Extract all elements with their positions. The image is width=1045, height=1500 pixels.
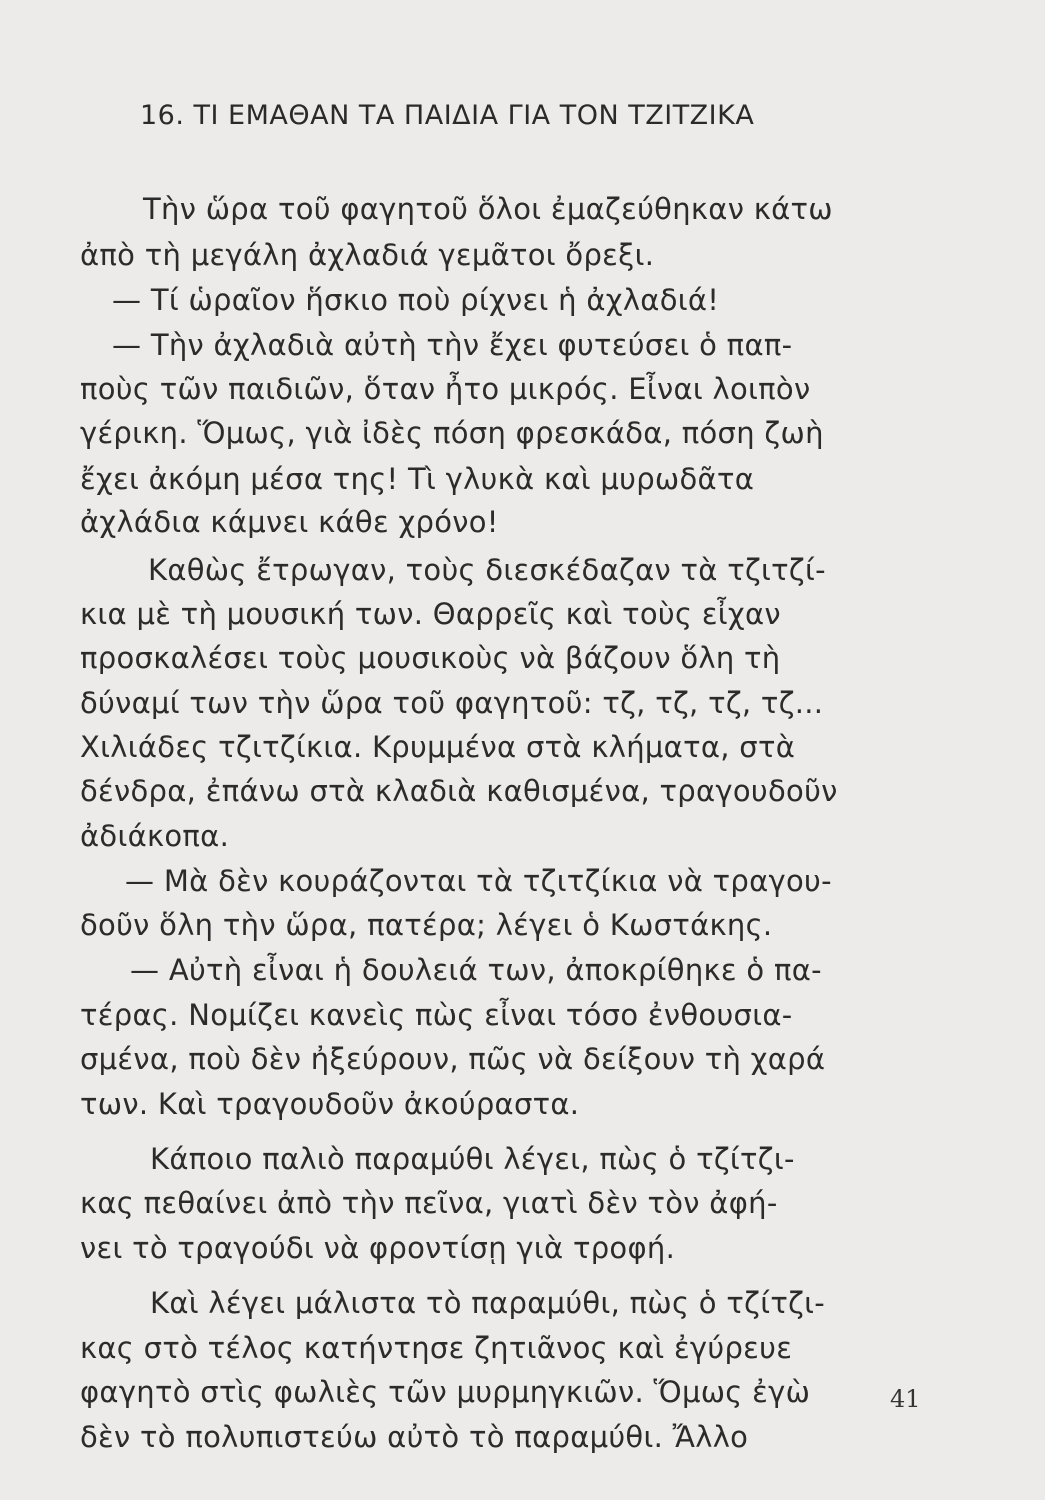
text-line: — Αὐτὴ εἶναι ἡ δουλειά των, ἀποκρίθηκε ὁ πα- xyxy=(130,953,822,987)
text-line: κας στὸ τέλος κατήντησε ζητιᾶνος καὶ ἐγύρευε xyxy=(80,1331,793,1365)
text-line: νει τὸ τραγούδι νὰ φροντίσῃ γιὰ τροφή. xyxy=(80,1231,676,1265)
text-line: ἔχει ἀκόμη μέσα της! Τὶ γλυκὰ καὶ μυρωδᾶτα xyxy=(80,462,755,496)
chapter-heading: 16. ΤΙ ΕΜΑΘΑΝ ΤΑ ΠΑΙΔΙΑ ΓΙΑ ΤΟΝ ΤΖΙΤΖΙΚΑ xyxy=(140,100,755,131)
text-line: Χιλιάδες τζιτζίκια. Κρυμμένα στὰ κλήματα, στὰ xyxy=(80,730,796,764)
text-line: — Τὴν ἀχλαδιὰ αὐτὴ τὴν ἔχει φυτεύσει ὁ παπ- xyxy=(112,328,793,362)
text-line: ἀχλάδια κάμνει κάθε χρόνο! xyxy=(80,505,499,539)
text-line: κας πεθαίνει ἀπὸ τὴν πεῖνα, γιατὶ δὲν τὸν ἀφή- xyxy=(80,1186,778,1220)
text-line: δένδρα, ἐπάνω στὰ κλαδιὰ καθισμένα, τραγουδοῦν xyxy=(80,774,838,808)
text-line: Καὶ λέγει μάλιστα τὸ παραμύθι, πὼς ὁ τζίτζι- xyxy=(150,1286,826,1320)
text-line: Καθὼς ἔτρωγαν, τοὺς διεσκέδαζαν τὰ τζιτζί- xyxy=(148,553,826,587)
text-line: ποὺς τῶν παιδιῶν, ὅταν ἦτο μικρός. Εἶναι λοιπὸν xyxy=(80,372,811,406)
text-line: δὲν τὸ πολυπιστεύω αὐτὸ τὸ παραμύθι. Ἄλλο xyxy=(80,1420,749,1454)
text-line: γέρικη. Ὅμως, γιὰ ἰδὲς πόση φρεσκάδα, πόση ζωὴ xyxy=(80,416,824,450)
text-line: τέρας. Νομίζει κανεὶς πὼς εἶναι τόσο ἐνθουσια- xyxy=(80,998,793,1032)
text-line: προσκαλέσει τοὺς μουσικοὺς νὰ βάζουν ὅλη τὴ xyxy=(80,641,781,675)
page-number: 41 xyxy=(890,1385,921,1413)
text-line: Κάποιο παλιὸ παραμύθι λέγει, πὼς ὁ τζίτζι- xyxy=(150,1142,795,1176)
text-line: ἀδιάκοπα. xyxy=(80,819,230,853)
text-line: δύναμί των τὴν ὥρα τοῦ φαγητοῦ: τζ, τζ, τζ, τζ... xyxy=(80,686,824,720)
text-line: των. Καὶ τραγουδοῦν ἀκούραστα. xyxy=(80,1087,580,1121)
text-line: κια μὲ τὴ μουσική των. Θαρρεῖς καὶ τοὺς εἶχαν xyxy=(80,597,781,631)
text-line: — Μὰ δὲν κουράζονται τὰ τζιτζίκια νὰ τραγου- xyxy=(125,864,832,898)
text-line: ἀπὸ τὴ μεγάλη ἀχλαδιά γεμᾶτοι ὄρεξι. xyxy=(80,238,655,272)
text-line: — Τί ὡραῖον ἥσκιο ποὺ ρίχνει ἡ ἀχλαδιά! xyxy=(112,283,720,317)
text-line: δοῦν ὅλη τὴν ὥρα, πατέρα; λέγει ὁ Κωστάκης. xyxy=(80,908,773,942)
text-line: Τὴν ὥρα τοῦ φαγητοῦ ὅλοι ἐμαζεύθηκαν κάτω xyxy=(143,192,833,226)
text-line: φαγητὸ στὶς φωλιὲς τῶν μυρμηγκιῶν. Ὅμως ἐγὼ xyxy=(80,1375,811,1409)
text-line: σμένα, ποὺ δὲν ἠξεύρουν, πῶς νὰ δείξουν τὴ χαρά xyxy=(80,1042,826,1076)
